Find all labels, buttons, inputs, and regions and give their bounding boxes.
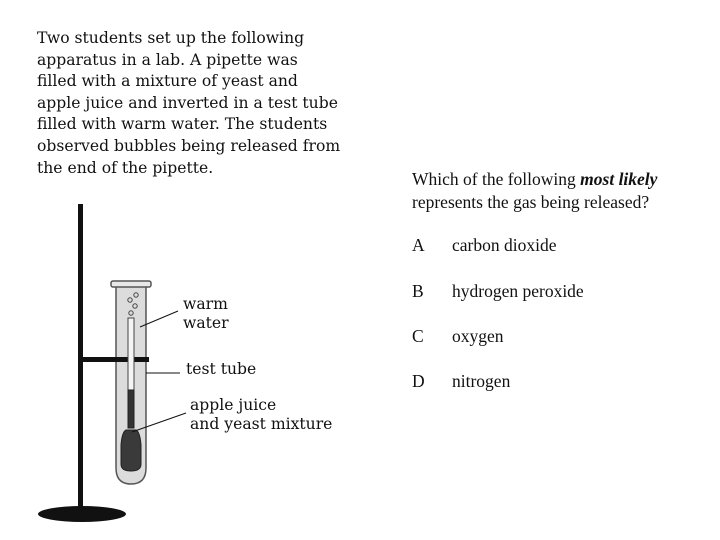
label-test-tube — [186, 360, 256, 379]
label-line: and yeast mixture — [190, 415, 333, 433]
passage-line: filled with a mixture of yeast and — [37, 72, 298, 91]
question-emphasis: most likely — [580, 169, 658, 189]
label-line: test tube — [186, 360, 257, 378]
choice-letter: C — [412, 326, 424, 346]
label-line: apple juice — [190, 396, 277, 414]
test-tube-rim — [111, 281, 151, 287]
choice-text: carbon dioxide — [452, 235, 557, 255]
passage-line: observed bubbles being released from — [37, 136, 341, 155]
passage-line: filled with warm water. The students — [37, 115, 328, 134]
choice-letter: D — [412, 371, 425, 391]
label-warm-water — [183, 295, 229, 333]
choice-letter: A — [412, 235, 425, 255]
passage-line: Two students set up the following — [37, 29, 305, 47]
passage-line: apparatus in a lab. A pipette was — [37, 50, 298, 69]
pipette-stem — [128, 318, 134, 390]
label-line: water — [183, 314, 229, 332]
passage-line: the end of the pipette. — [37, 158, 214, 177]
mixture-stem — [128, 390, 134, 428]
choice-text: hydrogen peroxide — [452, 281, 584, 301]
clamp-bar — [82, 357, 149, 362]
pipette-bulb — [121, 430, 141, 471]
question-line-2: represents the gas being released? — [412, 192, 650, 212]
choice-text: oxygen — [452, 326, 504, 346]
choice-text: nitrogen — [452, 371, 511, 391]
label-mixture — [190, 396, 332, 434]
passage-line: apple juice and inverted in a test tube — [37, 93, 338, 112]
choice-letter: B — [412, 281, 424, 301]
label-line: warm — [183, 295, 228, 313]
question-text: Which of the following — [412, 169, 581, 189]
